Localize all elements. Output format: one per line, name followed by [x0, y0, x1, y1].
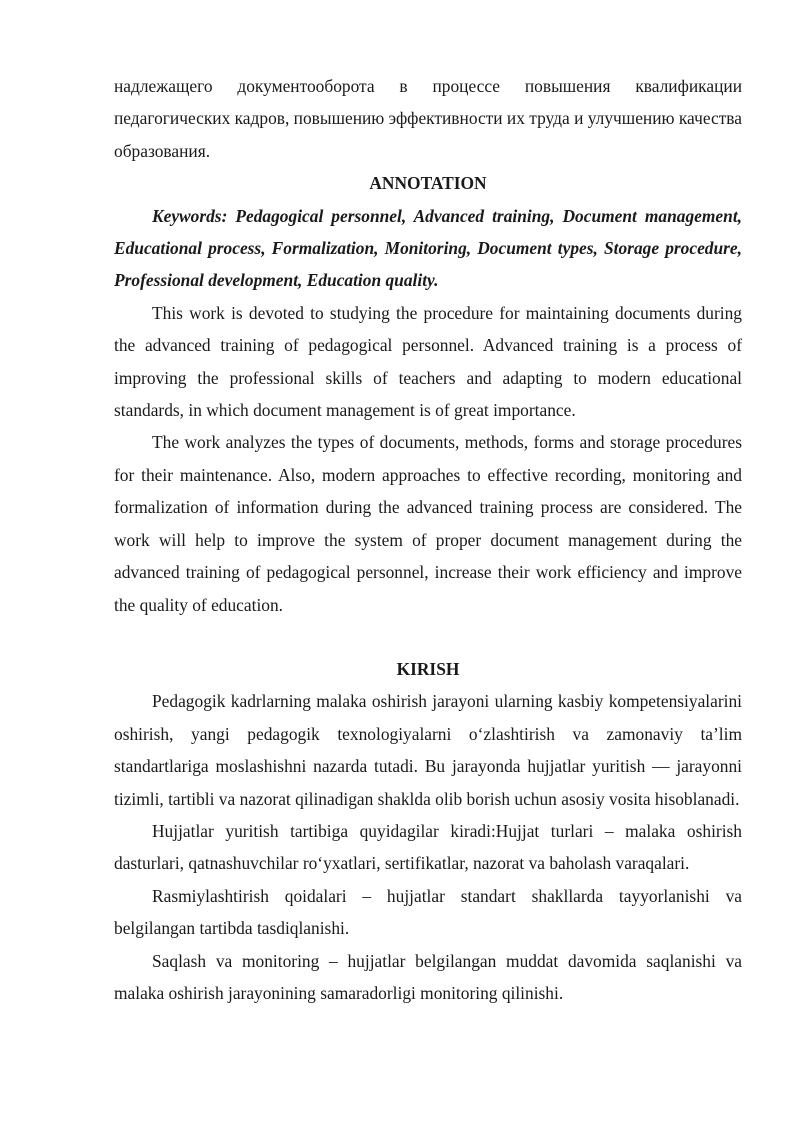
- intro-paragraph-3: Rasmiylashtirish qoidalari – hujjatlar standart shakllarda tayyorlanishi va belgilangan tartibda tasdiqlanishi.: [114, 885, 742, 939]
- keywords-paragraph: Keywords: Pedagogical personnel, Advanced training, Document management, Educational process, Formalization, Monitoring, Document types, Storage procedure, Professional development, Education quality.: [114, 205, 742, 291]
- annotation-paragraph-2: The work analyzes the types of documents, methods, forms and storage procedures for their maintenance. Also, modern approaches to effective recording, monitoring and formalization of information during the advanced training process are considered. The work will help to improve the system of proper document management during the advanced training of pedagogical personnel, increase their work efficiency and improve the quality of education.: [114, 432, 742, 615]
- annotation-paragraph-1: This work is devoted to studying the procedure for maintaining documents during the advanced training of pedagogical personnel. Advanced training is a process of improving the professional skills of teachers and adapting to modern educational standards, in which document management is of great importance.: [114, 302, 742, 421]
- russian-abstract-tail: надлежащего документооборота в процессе повышения квалификации педагогических кадров, повышению эффективности их труда и улучшению качества образования.: [114, 76, 742, 161]
- intro-paragraph-1: Pedagogik kadrlarning malaka oshirish jarayoni ularning kasbiy kompetensiyalarini oshirish, yangi pedagogik texnologiyalarni oʻzlashtirish va zamonaviy taʼlim standartlariga moslashishni nazarda tutadi. Bu jarayonda hujjatlar yuritish — jarayonni tizimli, tartibli va nazorat qilinadigan shaklda olib borish uchun asosiy vosita hisoblanadi.: [114, 691, 742, 809]
- intro-heading: KIRISH: [396, 658, 460, 679]
- annotation-heading: ANNOTATION: [369, 173, 487, 194]
- document-page: [114, 70, 742, 1009]
- intro-paragraph-4: Saqlash va monitoring – hujjatlar belgilangan muddat davomida saqlanishi va malaka oshirish jarayonining samaradorligi monitoring qilinishi.: [114, 950, 742, 1003]
- section-gap: [114, 621, 742, 653]
- intro-paragraph-2: Hujjatlar yuritish tartibiga quyidagilar kiradi:Hujjat turlari – malaka oshirish dasturlari, qatnashuvchilar roʻyxatlari, sertifikatlar, nazorat va baholash varaqalari.: [114, 820, 742, 874]
